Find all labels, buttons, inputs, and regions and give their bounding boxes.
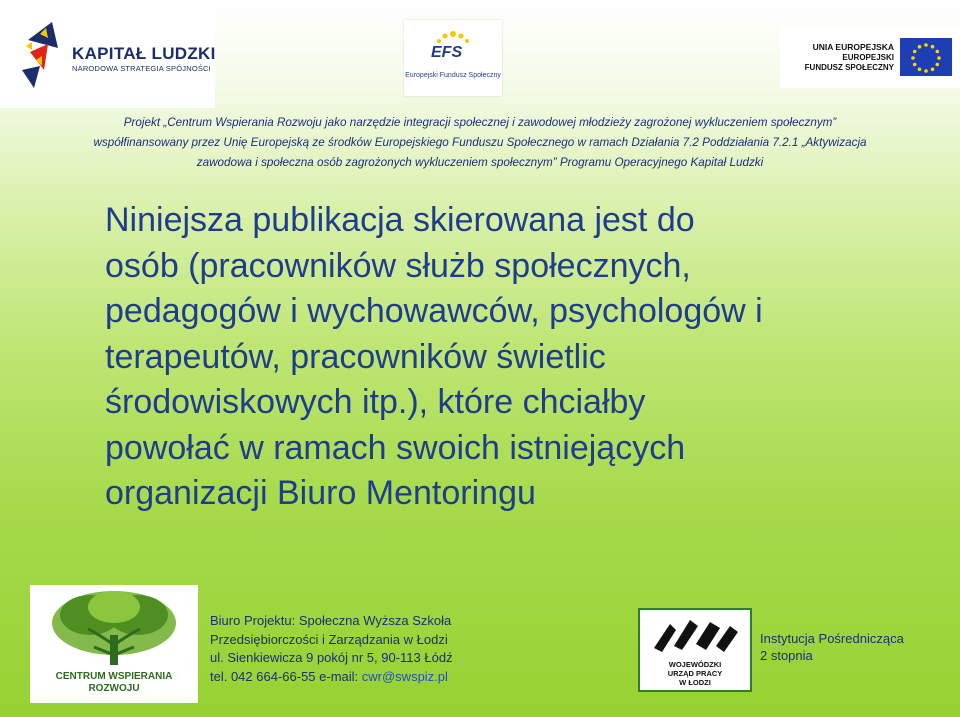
institution-line-2: 2 stopnia	[760, 648, 813, 663]
wup-logo-icon	[640, 610, 746, 660]
cwr-name	[30, 671, 198, 695]
institution-line-1: Instytucja Pośrednicząca	[760, 631, 904, 646]
main-line-6: powołać w ramach swoich istniejących	[105, 428, 686, 467]
eu-flag-icon	[900, 38, 952, 76]
kapital-ludzki-subtitle: NARODOWA STRATEGIA SPÓJNOŚCI	[72, 64, 211, 73]
wup-logo	[638, 608, 752, 692]
main-line-4: terapeutów, pracowników świetlic	[105, 337, 606, 376]
cwr-name-line-2: ROZWOJU	[88, 683, 140, 694]
wup-name	[650, 660, 740, 687]
eu-logo	[780, 28, 960, 88]
project-header	[40, 113, 920, 173]
office-phone: tel. 042 664-66-55 e-mail:	[210, 668, 362, 684]
main-statement	[105, 198, 925, 517]
efs-mark: EFS	[431, 44, 463, 61]
main-line-2: osób (pracowników służb społecznych,	[105, 246, 691, 285]
office-email-link[interactable]: cwr@swspiz.pl	[361, 668, 448, 684]
main-line-7: organizacji Biuro Mentoringu	[105, 474, 536, 512]
project-office-info	[210, 612, 630, 686]
kapital-ludzki-logo	[0, 0, 215, 108]
office-line-1: Biuro Projektu: Społeczna Wyższa Szkoła	[210, 613, 452, 628]
project-header-line-3: zawodowa i społeczna osób zagrożonych wykluczeniem społecznym” Programu Operacyjnego Kapitał Ludzki	[196, 156, 764, 169]
eu-line-1: UNIA EUROPEJSKA	[812, 42, 894, 52]
kapital-ludzki-name: KAPITAŁ LUDZKI	[72, 44, 216, 63]
wup-name-line-3: W ŁODZI	[679, 678, 711, 687]
intermediate-institution	[760, 630, 950, 664]
office-line-4	[210, 668, 630, 687]
eu-line-3: FUNDUSZ SPOŁECZNY	[804, 63, 894, 72]
wup-name-line-1: WOJEWÓDZKI	[668, 660, 722, 669]
office-line-2: Przedsiębiorczości i Zarządzania w Łodzi	[210, 631, 448, 647]
cwr-logo	[30, 585, 198, 703]
wup-name-line-2: URZĄD PRACY	[667, 669, 723, 678]
eu-line-2: EUROPEJSKI	[842, 53, 894, 62]
main-line-3: pedagogów i wychowawców, psychologów i	[105, 292, 763, 330]
project-header-line-1: Projekt „Centrum Wspierania Rozwoju jako narzędzie integracji społecznej i zawodowej młodzieży zagrożonej wykluczeniem społecznym”	[123, 116, 837, 129]
tree-icon	[30, 585, 198, 671]
cwr-name-line-1: CENTRUM WSPIERANIA	[55, 671, 173, 682]
efs-logo	[404, 20, 502, 96]
kapital-ludzki-logo-icon	[0, 0, 70, 108]
main-line-5: środowiskowych itp.), które chciałby	[105, 383, 646, 421]
efs-name: Europejski Fundusz Społeczny	[405, 72, 501, 79]
office-line-3: ul. Sienkiewicza 9 pokój nr 5, 90-113 Łódź	[210, 650, 453, 665]
project-header-line-2: współfinansowany przez Unię Europejską ze środków Europejskiego Funduszu Społecznego w ramach Działania 7.2 Poddziałania 7.2.1 „Aktywizacja	[93, 136, 867, 149]
main-line-1: Niniejsza publikacja skierowana jest do	[105, 201, 695, 239]
